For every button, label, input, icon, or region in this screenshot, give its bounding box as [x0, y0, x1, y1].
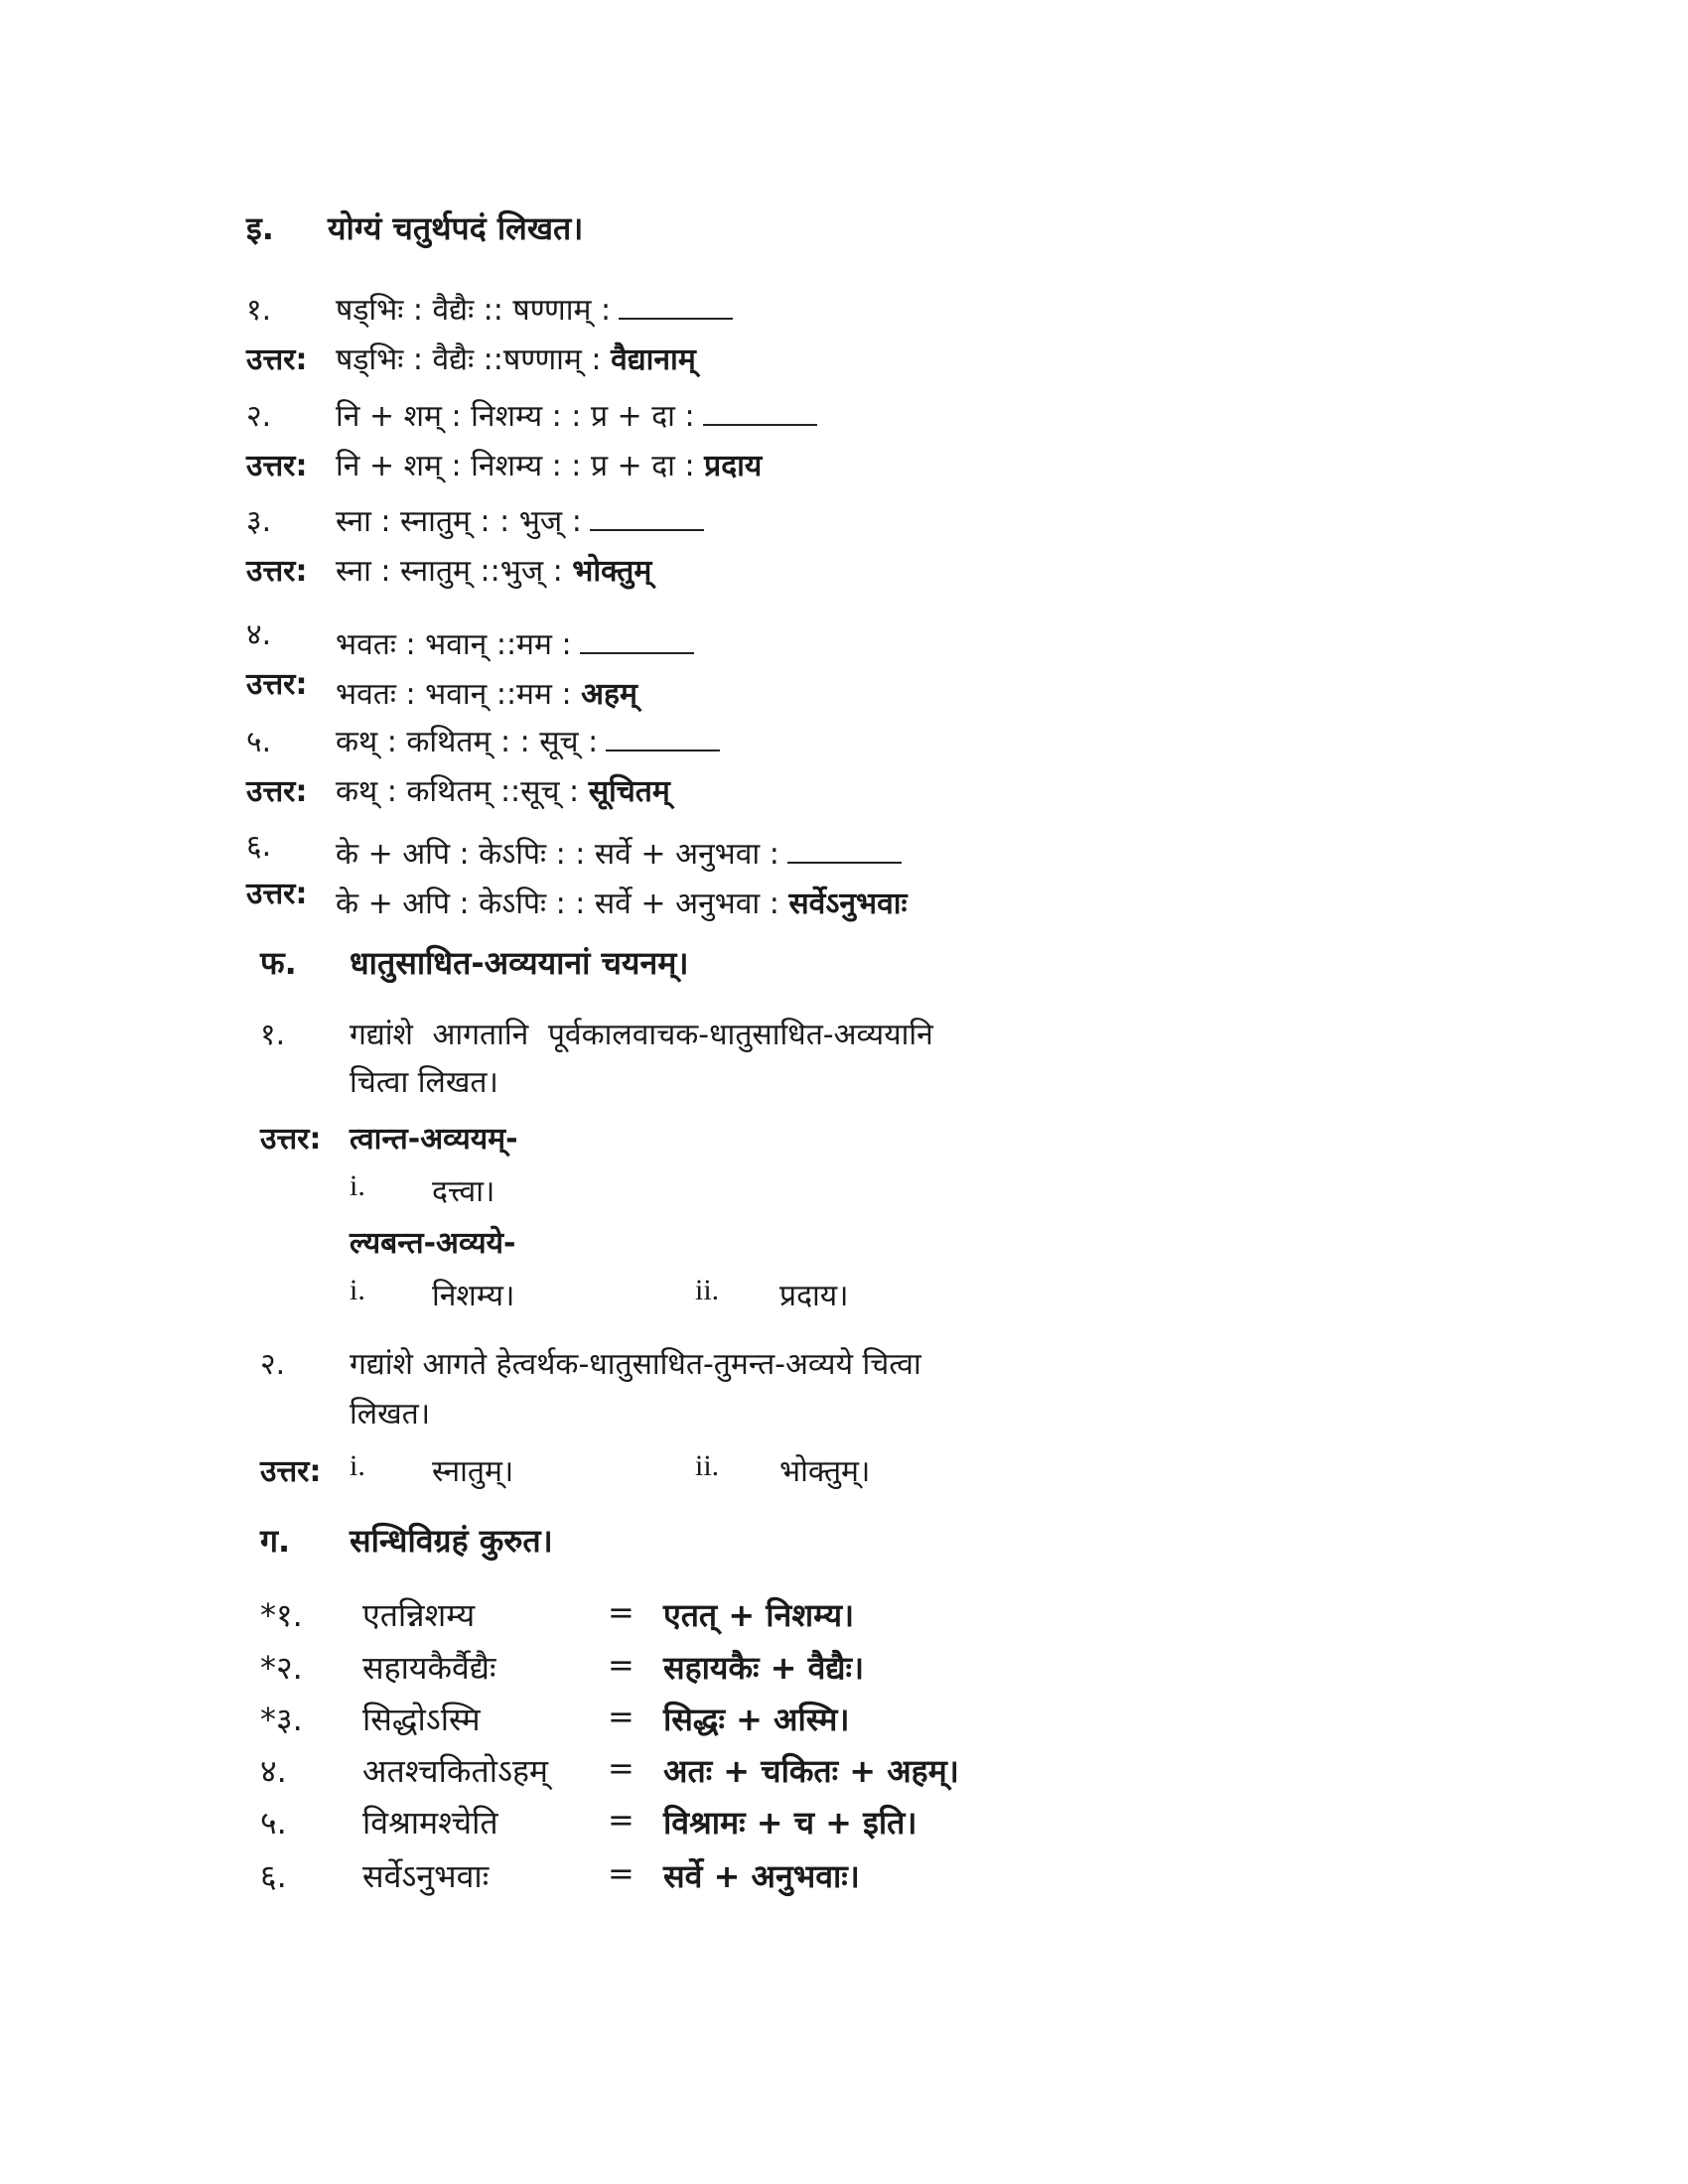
answer-blank [606, 722, 720, 751]
answer-heading: त्वान्त-अव्ययम्- [350, 1122, 518, 1157]
item-number: ४. [246, 617, 272, 652]
section-f-title: धातुसाधित-अव्ययानां चयनम्। [350, 944, 689, 982]
roman-number: i. [350, 1449, 365, 1482]
item-number: ३. [246, 504, 272, 539]
question-line: चित्वा लिखत। [350, 1065, 498, 1100]
equals-sign: = [608, 1698, 634, 1735]
section-f-label: फ. [260, 944, 297, 982]
question-text: षड्भिः : वैद्यैः :: षण्णाम् : [336, 288, 733, 329]
answer-bold: भोक्तुम् [572, 554, 652, 589]
answer-blank [787, 834, 902, 864]
sandhi-split: एतत् + निशम्य। [663, 1596, 855, 1634]
answer-blank [580, 624, 694, 654]
equals-sign: = [608, 1646, 634, 1684]
answer-blank [703, 396, 817, 426]
answer-label: उत्तर: [246, 774, 308, 809]
question-line: लिखत। [350, 1397, 431, 1432]
answer-label: उत्तर: [260, 1122, 322, 1157]
sandhi-row-number: ४. [260, 1752, 287, 1790]
answer-label: उत्तर: [246, 449, 308, 483]
answer-label: उत्तर: [246, 667, 308, 702]
answer-heading: ल्यबन्त-अव्यये- [350, 1226, 516, 1261]
sandhi-word: एतन्निशम्य [362, 1596, 476, 1634]
section-g-label: ग. [260, 1522, 291, 1560]
roman-number: ii. [695, 1449, 720, 1482]
answer-label: उत्तर: [260, 1454, 322, 1489]
answer-text: भवतः : भवान् ::मम : अहम् [336, 677, 637, 712]
answer-item: प्रदाय। [779, 1279, 849, 1313]
item-number: २. [260, 1347, 286, 1382]
item-number: ६. [246, 829, 272, 864]
roman-number: i. [350, 1169, 365, 1202]
sandhi-row-number: *१. [260, 1596, 303, 1634]
question-text: भवतः : भवान् ::मम : [336, 622, 694, 663]
question-line: गद्यांशे आगतानि पूर्वकालवाचक-धातुसाधित-अव्ययानि [350, 1018, 933, 1052]
answer-item: निशम्य। [432, 1279, 515, 1313]
sandhi-split: सिद्धः + अस्मि। [663, 1701, 850, 1738]
sandhi-word: सिद्धोऽस्मि [362, 1701, 481, 1738]
answer-text: षड्भिः : वैद्यैः ::षण्णाम् : वैद्यानाम् [336, 342, 696, 377]
sandhi-word: अतश्चकितोऽहम् [362, 1752, 549, 1790]
answer-bold: वैद्यानाम् [611, 342, 696, 377]
sandhi-word: सर्वेऽनुभवाः [362, 1857, 490, 1895]
answer-item: स्नातुम्। [432, 1454, 514, 1489]
sandhi-row-number: ५. [260, 1804, 287, 1842]
item-number: १. [260, 1018, 286, 1052]
answer-text: नि + शम् : निशम्य : : प्र + दा : प्रदाय [336, 449, 763, 483]
question-line: गद्यांशे आगते हेत्वर्थक-धातुसाधित-तुमन्त-अव्यये चित्वा [350, 1347, 921, 1382]
answer-bold: सूचितम् [588, 774, 670, 809]
answer-text: स्ना : स्नातुम् ::भुज् : भोक्तुम् [336, 554, 652, 589]
sandhi-row-number: *२. [260, 1649, 303, 1687]
item-number: ५. [246, 725, 272, 759]
section-i-title: योग्यं चतुर्थपदं लिखत। [328, 209, 584, 247]
roman-number: ii. [695, 1274, 720, 1306]
answer-label: उत्तर: [246, 554, 308, 589]
question-text: नि + शम् : निशम्य : : प्र + दा : [336, 394, 817, 435]
answer-blank [619, 290, 733, 320]
roman-number: i. [350, 1274, 365, 1306]
sandhi-split: अतः + चकितः + अहम्। [663, 1752, 959, 1790]
item-number: १. [246, 293, 272, 328]
sandhi-split: विश्रामः + च + इति। [663, 1804, 917, 1842]
equals-sign: = [608, 1854, 634, 1892]
sandhi-split: सर्वे + अनुभवाः। [663, 1857, 860, 1895]
question-text: स्ना : स्नातुम् : : भुज् : [336, 499, 704, 540]
section-i-label: इ. [246, 209, 274, 247]
equals-sign: = [608, 1801, 634, 1839]
answer-bold: प्रदाय [704, 449, 763, 483]
question-text: कथ् : कथितम् : : सूच् : [336, 720, 720, 760]
answer-label: उत्तर: [246, 877, 308, 911]
answer-blank [590, 501, 704, 531]
sandhi-split: सहायकैः + वैद्यैः। [663, 1649, 865, 1687]
answer-bold: सर्वेऽनुभवाः [788, 887, 908, 921]
question-text: के + अपि : केऽपिः : : सर्वे + अनुभवा : [336, 832, 902, 873]
answer-text: कथ् : कथितम् ::सूच् : सूचितम् [336, 774, 670, 809]
sandhi-row-number: *३. [260, 1701, 303, 1738]
item-number: २. [246, 399, 272, 434]
answer-label: उत्तर: [246, 342, 308, 377]
answer-bold: अहम् [581, 677, 637, 712]
answer-item: भोक्तुम्। [779, 1454, 871, 1489]
section-g-title: सन्धिविग्रहं कुरुत। [350, 1522, 553, 1560]
answer-item: दत्त्वा। [432, 1174, 495, 1209]
equals-sign: = [608, 1749, 634, 1787]
equals-sign: = [608, 1593, 634, 1631]
sandhi-word: विश्रामश्चेति [362, 1804, 498, 1842]
sandhi-row-number: ६. [260, 1857, 287, 1895]
answer-text: के + अपि : केऽपिः : : सर्वे + अनुभवा : सर्वेऽनुभवाः [336, 887, 908, 921]
sandhi-word: सहायकैर्वैद्यैः [362, 1649, 496, 1687]
